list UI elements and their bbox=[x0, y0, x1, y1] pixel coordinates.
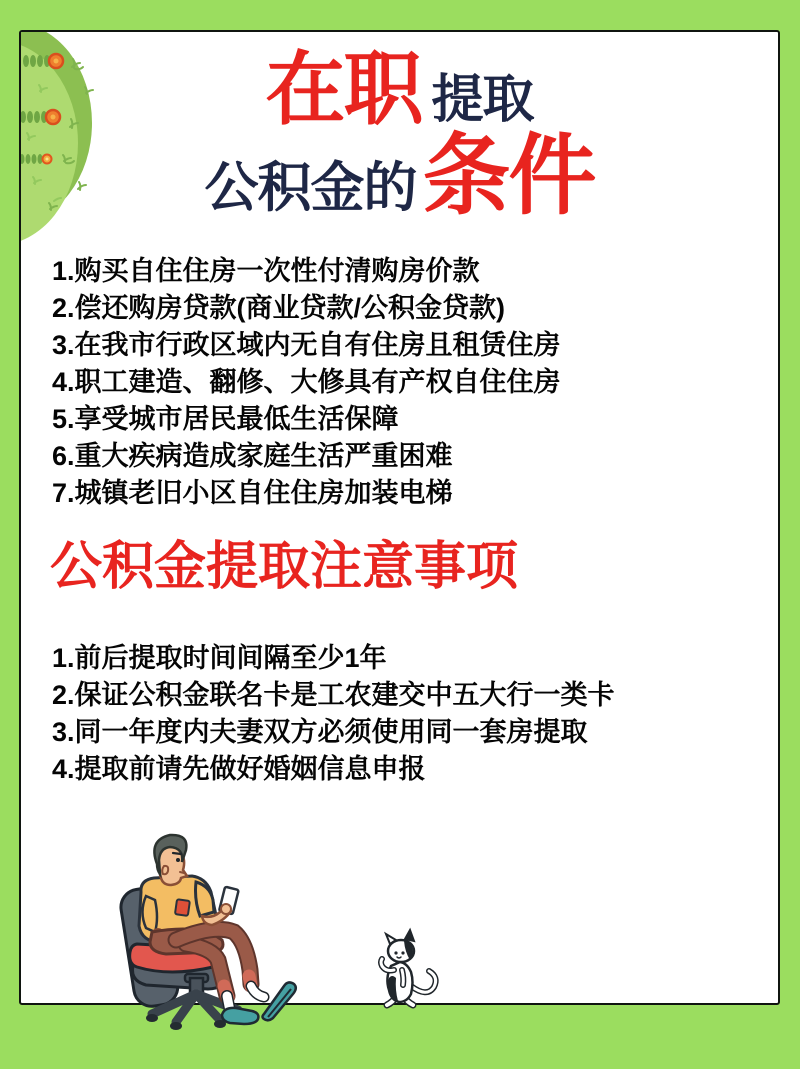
condition-item-4: 4.职工建造、翻修、大修具有产权自住住房 bbox=[52, 367, 561, 397]
notes-list bbox=[52, 640, 615, 788]
slipper bbox=[222, 1008, 258, 1024]
condition-item-2: 2.偿还购房贷款(商业贷款/公积金贷款) bbox=[52, 293, 506, 323]
note-item-2: 2.保证公积金联名卡是工农建交中五大行一类卡 bbox=[52, 680, 615, 710]
condition-item-6: 6.重大疾病造成家庭生活严重困难 bbox=[52, 441, 453, 471]
conditions-list bbox=[52, 253, 561, 512]
note-item-4: 4.提取前请先做好婚姻信息申报 bbox=[52, 754, 426, 784]
shirt-pocket bbox=[175, 899, 190, 916]
title-text-tiqu: 提取 bbox=[431, 71, 534, 129]
title-line-1 bbox=[21, 45, 778, 134]
title-text-gongjijinde: 公积金的 bbox=[204, 158, 417, 218]
condition-item-1: 1.购买自住住房一次性付清购房价款 bbox=[52, 256, 480, 286]
cat-illustration bbox=[381, 930, 436, 1005]
page-title bbox=[21, 45, 778, 225]
note-item-1: 1.前后提取时间间隔至少1年 bbox=[52, 643, 387, 673]
notes-heading: 公积金提取注意事项 bbox=[50, 538, 519, 596]
condition-item-3: 3.在我市行政区域内无自有住房且租赁住房 bbox=[52, 330, 561, 360]
bottom-illustration bbox=[0, 820, 800, 1069]
note-item-3: 3.同一年度内夫妻双方必须使用同一套房提取 bbox=[52, 717, 588, 747]
title-line-2 bbox=[21, 126, 778, 225]
condition-item-7: 7.城镇老旧小区自住住房加装电梯 bbox=[52, 478, 453, 508]
title-accent-zaizhi: 在职 bbox=[265, 45, 422, 134]
man-reading-in-chair-illustration bbox=[118, 835, 295, 1030]
condition-item-5: 5.享受城市居民最低生活保障 bbox=[52, 404, 399, 434]
slipper bbox=[263, 982, 296, 1020]
title-accent-tiaojian: 条件 bbox=[422, 126, 595, 225]
